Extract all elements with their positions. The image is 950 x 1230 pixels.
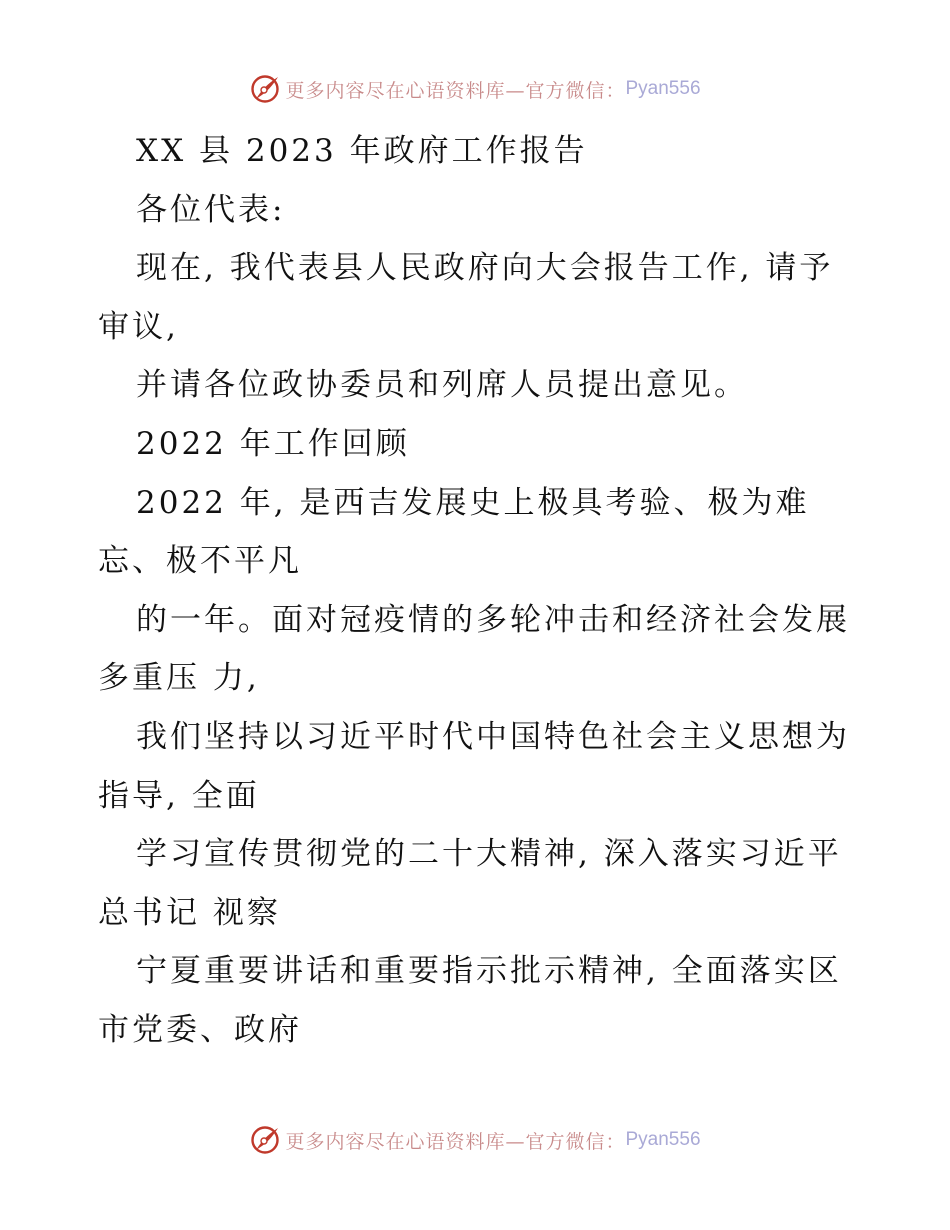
text-line: 忘、极不平凡 — [98, 543, 302, 580]
watermark-footer — [0, 1124, 950, 1156]
text-line: 总书记 视察 — [98, 894, 281, 931]
text-line: 2022 年, 是西吉发展史上极具考验、极为难 — [136, 484, 810, 521]
document-title: XX 县 2023 年政府工作报告 — [136, 133, 588, 169]
quill-logo-icon — [249, 1124, 281, 1156]
quill-logo-icon — [249, 73, 281, 105]
watermark-wechat-id: Pyan556 — [625, 78, 701, 99]
watermark-header — [0, 73, 950, 105]
section-heading: 2022 年工作回顾 — [136, 425, 410, 462]
text-line: 指导, 全面 — [98, 777, 260, 814]
text-line: 的一年。面对冠疫情的多轮冲击和经济社会发展 — [136, 601, 850, 638]
watermark-text: 更多内容尽在心语资料库—官方微信： — [285, 1130, 626, 1153]
text-line: 多重压 力, — [98, 660, 260, 697]
document-body — [98, 122, 858, 1060]
text-line: 现在, 我代表县人民政府向大会报告工作, 请予 — [136, 250, 834, 287]
text-line: 审议, — [98, 308, 179, 345]
watermark-text: 更多内容尽在心语资料库—官方微信： — [285, 79, 626, 102]
text-line: 市党委、政府 — [98, 1011, 302, 1048]
watermark-wechat-id: Pyan556 — [625, 1129, 701, 1150]
text-line: 并请各位政协委员和列席人员提出意见。 — [136, 367, 748, 404]
text-line: 各位代表: — [136, 191, 286, 228]
text-line: 学习宣传贯彻党的二十大精神, 深入落实习近平 — [136, 836, 842, 873]
text-line: 我们坚持以习近平时代中国特色社会主义思想为 — [136, 718, 850, 755]
text-line: 宁夏重要讲话和重要指示批示精神, 全面落实区 — [136, 953, 842, 990]
